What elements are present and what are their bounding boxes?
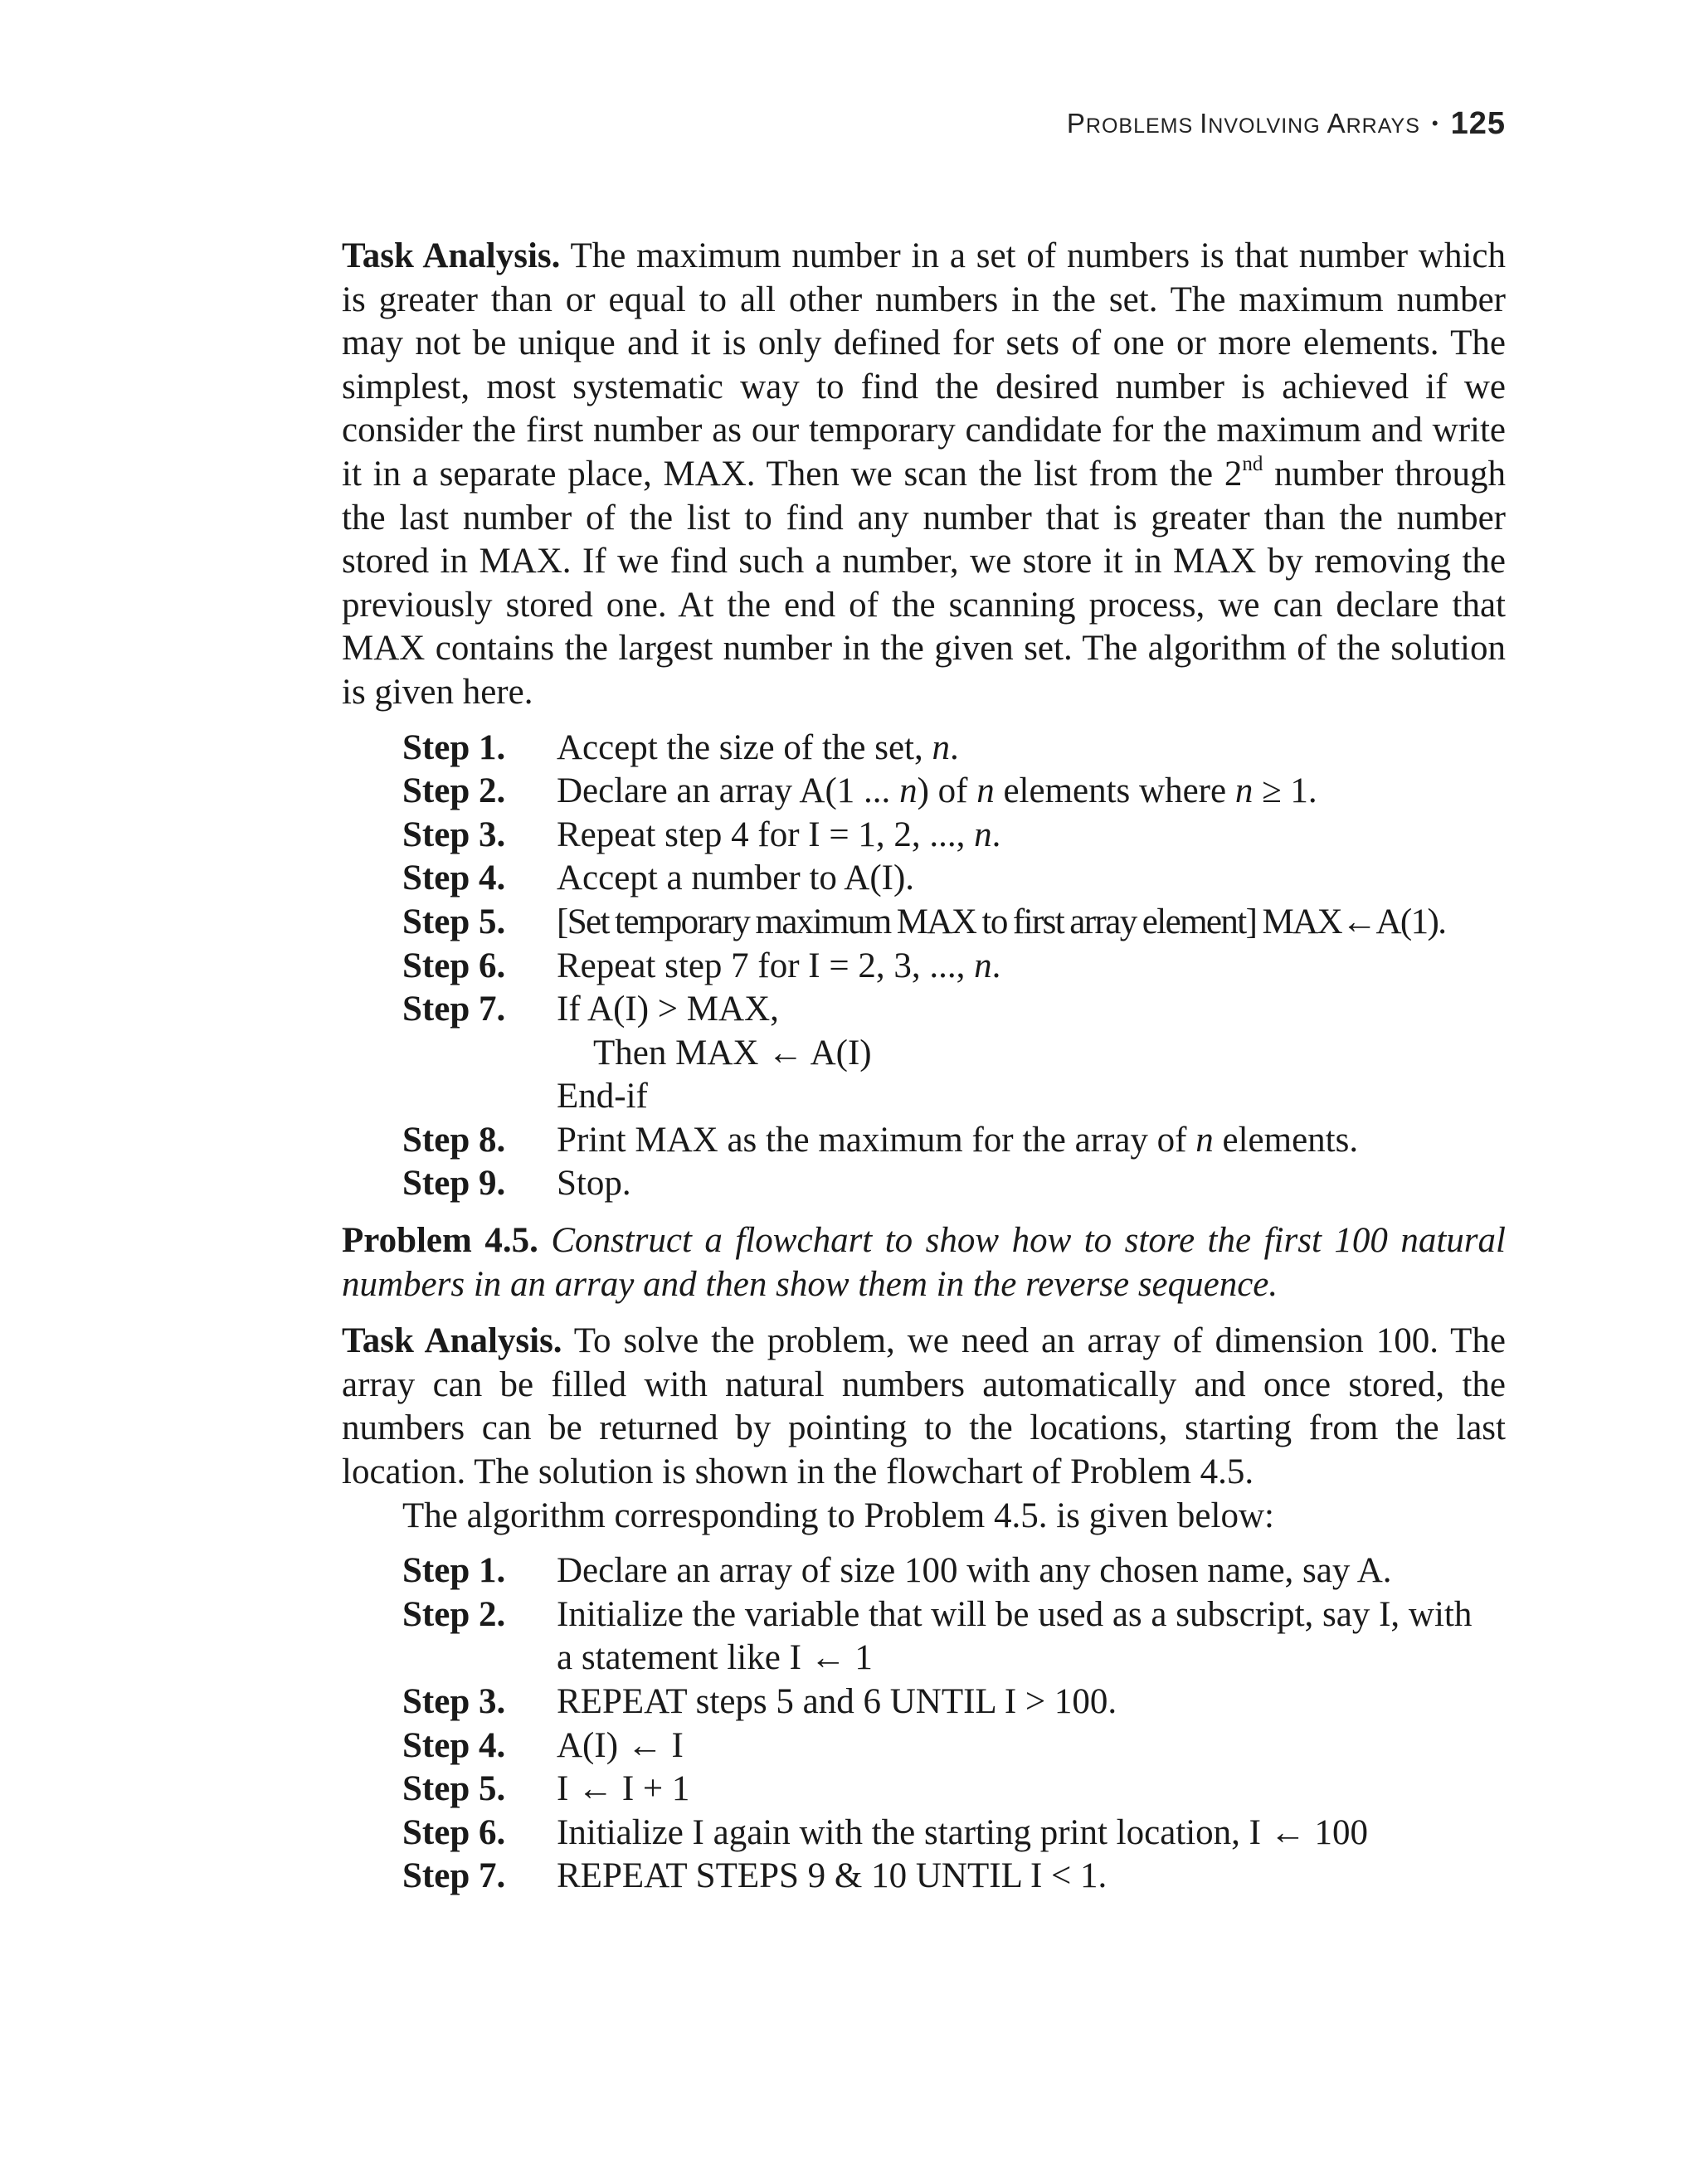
task-analysis-text-a: The maximum number in a set of numbers is that number which is greater than or equal to all other numbers in the set. The maximum number may not be unique and it is only defined for sets of one or more elements. The simplest, most systematic way to find the desired number is achieved if we consider the first number as our temporary candidate for the maximum and write it in a separate place, MAX. Then we scan the list from the 2 (342, 236, 1506, 494)
step-label: Step 1. (402, 1551, 506, 1591)
step-text-part: Stop. (557, 1164, 631, 1204)
step-text: A(I) ← I (557, 1725, 684, 1765)
step-if-line: If A(I) > MAX, (557, 990, 779, 1029)
step-variable: n (1195, 1120, 1214, 1160)
step-label: Step 2. (402, 1594, 506, 1634)
step-label: Step 7. (402, 1856, 506, 1896)
algorithm-steps-1 (402, 727, 1506, 1207)
step-then-line: Then MAX ← A(I) (593, 1033, 872, 1073)
step-text: Initialize I again with the starting print location, I ← 100 (557, 1812, 1368, 1852)
step-text: REPEAT steps 5 and 6 UNTIL I > 100. (557, 1682, 1117, 1721)
head-cap-p: P (1066, 108, 1086, 139)
step-label: Step 7. (402, 990, 506, 1029)
head-bullet: • (1431, 113, 1439, 134)
step-item (402, 1549, 1506, 1593)
task-analysis-text: To solve the problem, we need an array of dimension 100. The array can be filled with natural numbers automatically and once stored, the numbers can be returned by pointing to the locations, starting from the last location. The solution is shown in the flowchart of Problem 4.5. (342, 1321, 1507, 1492)
step-item (402, 727, 1506, 771)
step-item (402, 1119, 1506, 1163)
task-analysis-paragraph-2 (342, 1320, 1506, 1494)
head-cap-i: I (1200, 108, 1209, 139)
problem-statement (342, 1219, 1506, 1306)
step-label: Step 3. (402, 815, 506, 854)
task-analysis-text-b: number through the last number of the list to find any number that is greater than the number stored in MAX. If we find such a number, we store it in MAX by removing the previously stored one. At the end of the scanning process, we can declare that MAX contains the largest number in the given set. The algorithm of the solution is given here. (342, 454, 1507, 712)
step-text (557, 1162, 1506, 1206)
head-word-rrays: RRAYS (1346, 114, 1420, 138)
step-item (402, 1162, 1506, 1206)
step-item (402, 770, 1506, 814)
task-analysis-lead: Task Analysis. (342, 1321, 562, 1361)
step-text (557, 1593, 1506, 1681)
step-text: Declare an array of size 100 with any chosen name, say A. (557, 1551, 1392, 1591)
step-item (402, 1724, 1506, 1768)
step-item (402, 1768, 1506, 1812)
step-variable: n (899, 771, 918, 811)
algorithm-intro: The algorithm corresponding to Problem 4.5. is given below: (402, 1496, 1274, 1535)
step-label: Step 3. (402, 1682, 506, 1721)
step-text (557, 770, 1506, 814)
step-text-part: elements where (994, 771, 1235, 811)
step-label: Step 4. (402, 859, 506, 898)
step-item (402, 945, 1506, 989)
step-item (402, 1593, 1506, 1681)
step-item (402, 857, 1506, 901)
step-text (557, 814, 1506, 858)
step-text: REPEAT STEPS 9 & 10 UNTIL I < 1. (557, 1856, 1108, 1896)
running-head-title (1067, 108, 1420, 139)
step-text (557, 988, 1506, 1119)
step-variable: n (1234, 771, 1254, 811)
step-text (557, 857, 1506, 901)
page-number: 125 (1450, 106, 1506, 141)
step-text-part: ) of (917, 771, 977, 811)
step-text-part: Declare an array A(1 ... (557, 771, 900, 811)
step-text-part: elements. (1213, 1120, 1359, 1160)
step-text-part: . (950, 727, 959, 767)
step-text-part: Accept a number to A(I). (557, 859, 915, 898)
step-label: Step 5. (402, 902, 506, 941)
step-text-part: . (991, 815, 1001, 854)
step-text-part: Repeat step 4 for I = 1, 2, ..., (557, 815, 975, 854)
step-label: Step 2. (402, 771, 506, 811)
head-word-nvolving: NVOLVING (1208, 114, 1327, 138)
step-label: Step 1. (402, 727, 506, 767)
task-analysis-lead: Task Analysis. (342, 236, 561, 275)
step-text-part: a statement like I ← 1 (557, 1638, 873, 1678)
step-label: Step 8. (402, 1120, 506, 1160)
step-item (402, 1812, 1506, 1856)
step-text (557, 1119, 1506, 1163)
step-variable: n (932, 727, 951, 767)
step-text-part: Repeat step 7 for I = 2, 3, ..., (557, 946, 975, 985)
step-variable: n (974, 815, 992, 854)
running-head (1067, 106, 1506, 142)
head-cap-a: A (1327, 108, 1346, 139)
step-text-part: Print MAX as the maximum for the array of (557, 1120, 1196, 1160)
step-label: Step 6. (402, 946, 506, 985)
problem-lead: Problem 4.5. (342, 1221, 538, 1261)
step-label: Step 6. (402, 1812, 506, 1852)
problem-text: Construct a flowchart to show how to store the first 100 natural numbers in an array and then show them in the reverse sequence. (342, 1221, 1506, 1304)
step-endif-line: End-if (557, 1077, 648, 1116)
step-item (402, 1681, 1506, 1724)
step-text-part: . (991, 946, 1001, 985)
step-item (402, 814, 1506, 858)
step-item (402, 1855, 1506, 1899)
page-body (342, 235, 1506, 1899)
step-label: Step 9. (402, 1164, 506, 1204)
step-item (402, 901, 1506, 945)
step-text (557, 901, 1506, 945)
algorithm-steps-2 (402, 1549, 1506, 1899)
step-text: I ← I + 1 (557, 1769, 690, 1809)
step-text-part: [Set temporary maximum MAX to first array element] MAX←A(1). (557, 902, 1446, 941)
step-text-part: Accept the size of the set, (557, 727, 932, 767)
head-word-roblems: ROBLEMS (1085, 114, 1200, 138)
step-item (402, 988, 1506, 1119)
step-text-part: Initialize the variable that will be used as a subscript, say I, with (557, 1594, 1473, 1634)
step-text (557, 727, 1506, 771)
step-label: Step 5. (402, 1769, 506, 1809)
step-label: Step 4. (402, 1725, 506, 1765)
step-variable: n (976, 771, 995, 811)
ordinal-superscript: nd (1242, 452, 1263, 475)
step-text (557, 945, 1506, 989)
step-variable: n (974, 946, 992, 985)
task-analysis-paragraph-1 (342, 235, 1506, 715)
step-text-part: ≥ 1. (1253, 771, 1317, 811)
